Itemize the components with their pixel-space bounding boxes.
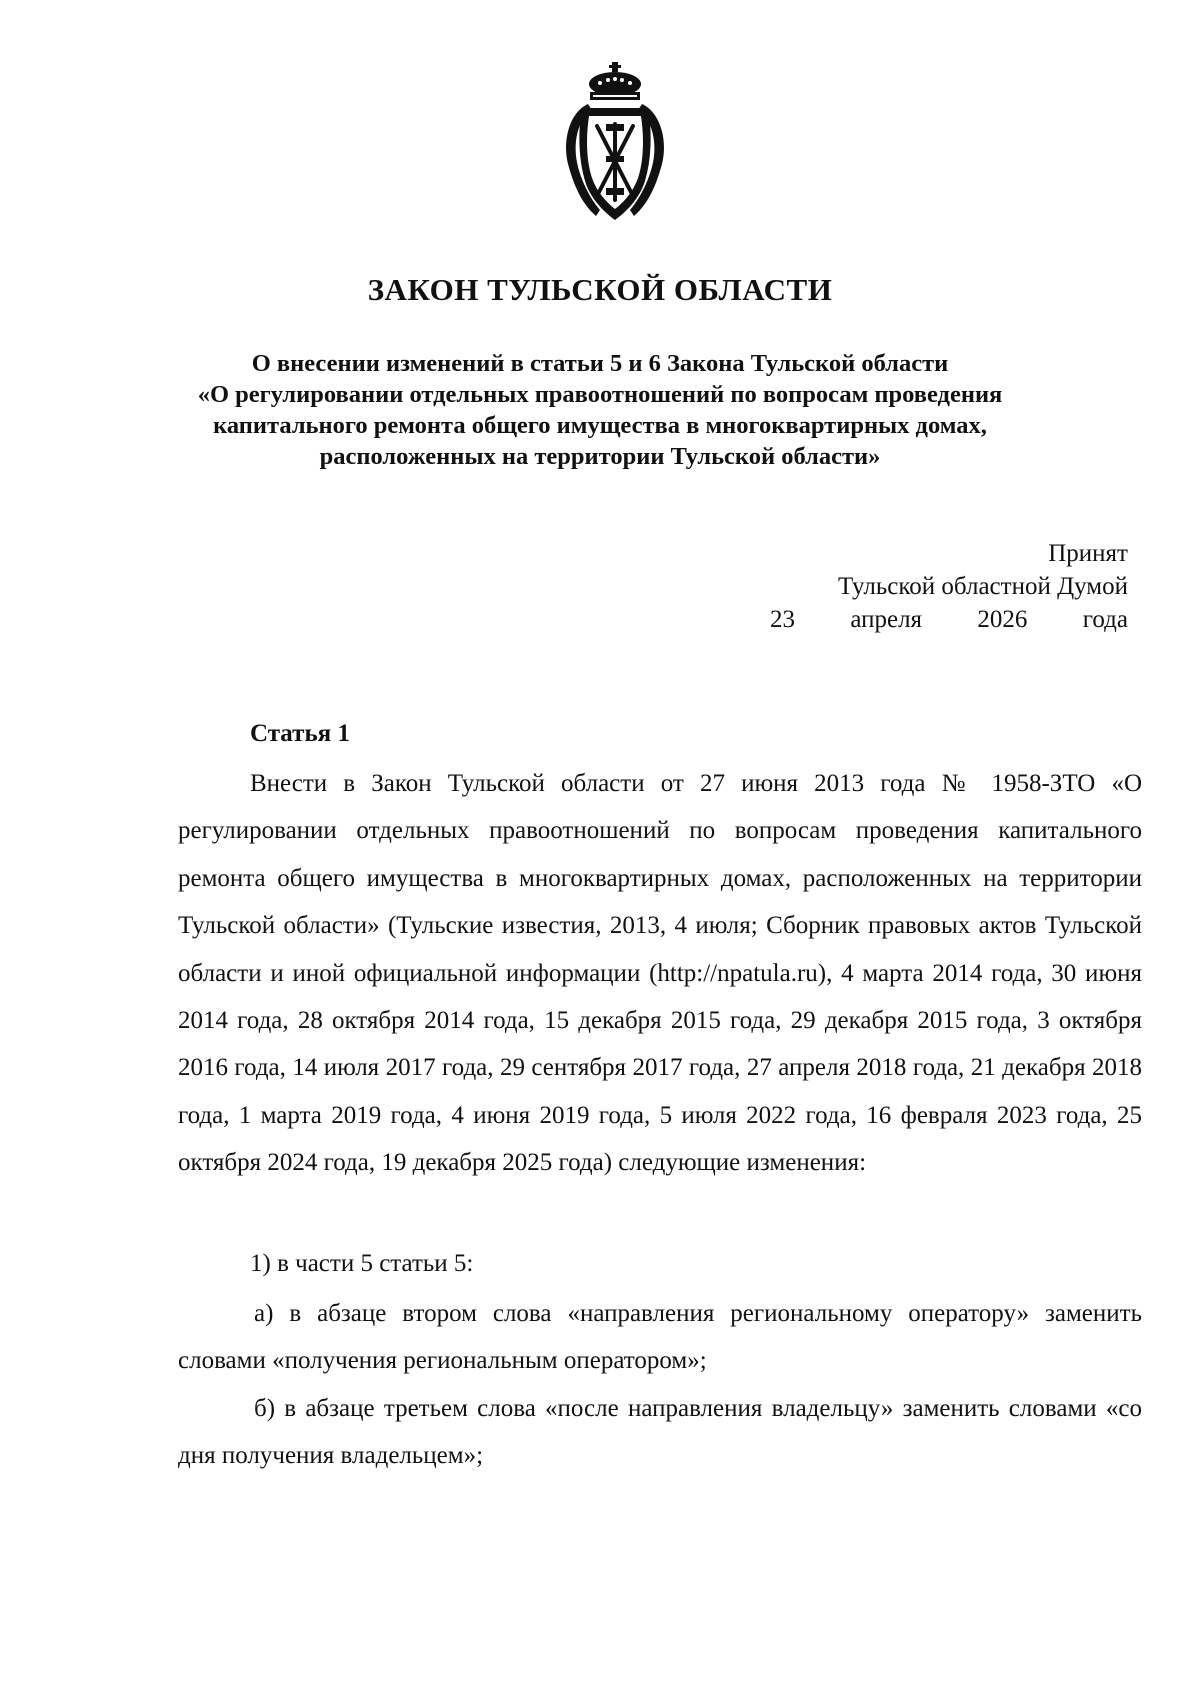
adoption-day: 23 (770, 606, 795, 633)
adoption-month: апреля (850, 606, 923, 633)
adoption-line-2: Тульской областной Думой (837, 573, 1128, 600)
law-subtitle (150, 348, 1050, 472)
adoption-block (770, 537, 1128, 636)
amendment-subitem-b: б) в абзаце третьем слова «после направления владельцу» заменить словами «со дня получения владельцем»; (178, 1395, 1142, 1469)
subtitle-line: расположенных на территории Тульской области» (319, 443, 881, 470)
article-heading: Статья 1 (250, 720, 350, 747)
adoption-date (770, 603, 1128, 636)
subtitle-line: О внесении изменений в статьи 5 и 6 Закона Тульской области (251, 350, 949, 377)
adoption-line-1: Принят (1048, 540, 1128, 567)
amendment-subitem-a: а) в абзаце втором слова «направления региональному оператору» заменить словами «получения региональным оператором»; (178, 1300, 1142, 1374)
subtitle-line: капитального ремонта общего имущества в многоквартирных домах, (213, 412, 987, 439)
law-title: ЗАКОН ТУЛЬСКОЙ ОБЛАСТИ (367, 272, 833, 307)
subtitle-line: «О регулировании отдельных правоотношений по вопросам проведения (197, 381, 1003, 408)
tula-coat-of-arms-icon (556, 60, 674, 228)
article-paragraph: Внести в Закон Тульской области от 27 июня 2013 года № 1958-ЗТО «О регулировании отдельных правоотношений по вопросам проведения капитального ремонта общего имущества в многоквартирных домах, расположенных на территории Тульской области» (Тульские известия, 2013, 4 июля; Сборник правовых актов Тульской области и иной официальной информации (http://npatula.ru), 4 марта 2014 года, 30 июня 2014 года, 28 октября 2014 года, 15 декабря 2015 года, 29 декабря 2015 года, 3 октября 2016 года, 14 июля 2017 года, 29 сентября 2017 года, 27 апреля 2018 года, 21 декабря 2018 года, 1 марта 2019 года, 4 июня 2019 года, 5 июля 2022 года, 16 февраля 2023 года, 25 октября 2024 года, 19 декабря 2025 года) следующие изменения: (178, 770, 1142, 1177)
adoption-year: 2026 (977, 606, 1028, 633)
adoption-year-word: года (1082, 606, 1128, 633)
amendment-item: 1) в части 5 статьи 5: (250, 1250, 474, 1277)
